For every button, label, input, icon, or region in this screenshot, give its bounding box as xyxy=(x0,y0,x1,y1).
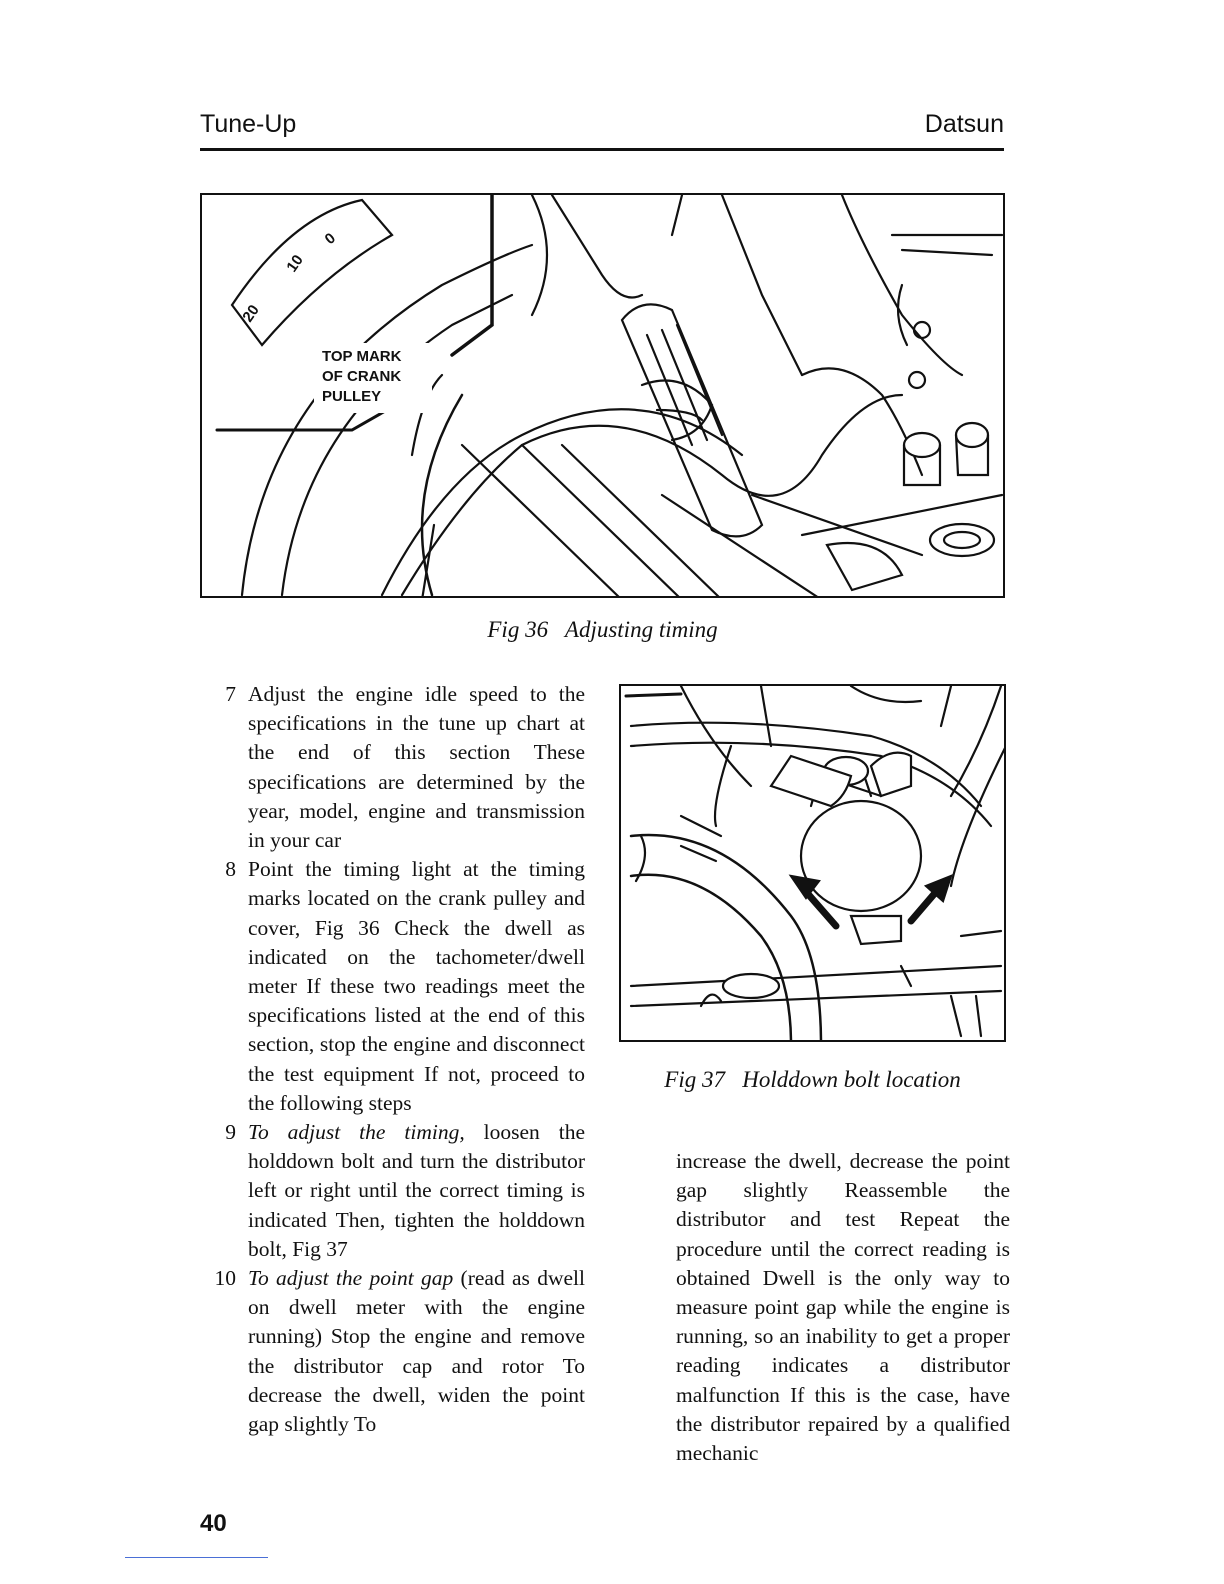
step-8 xyxy=(200,855,585,1118)
step-number: 10 xyxy=(214,1266,236,1291)
figure-36-drawing xyxy=(202,195,1005,598)
step-lead: To adjust the timing, xyxy=(248,1120,465,1145)
step-body: loosen the holddown bolt and turn the distributor left or right until the correct timing is indicated Then, tighten the holddown bolt, Fig 37 xyxy=(248,1120,585,1261)
dial-mark-0: 0 xyxy=(321,229,339,249)
header-rule xyxy=(200,148,1004,151)
figure-36-illustration xyxy=(200,193,1005,598)
step-body: Point the timing light at the timing marks located on the crank pulley and cover, Fig 36 Check the dwell as indicated on the tachometer/dwell meter If these two readings meet the specifications listed at the end of this section, stop the engine and disconnect the test equipment If not, proceed to the following steps xyxy=(248,857,585,1115)
step-10 xyxy=(200,1264,585,1439)
step-lead: To adjust the point gap xyxy=(248,1266,454,1291)
step-number: 9 xyxy=(225,1120,236,1145)
figure-37-illustration xyxy=(619,684,1006,1042)
running-head-right: Datsun xyxy=(924,110,1004,138)
step-10-continuation: increase the dwell, decrease the point gap slightly Reassemble the distributor and test Repeat the procedure until the correct reading is obtained Dwell is the only way to measure point gap while the engine is running, so an inability to get a proper reading indicates a distributor malfunction If this is the case, have the distributor repaired by a qualified mechanic xyxy=(676,1149,1010,1466)
step-text xyxy=(248,1118,585,1264)
page-number: 40 xyxy=(200,1510,227,1537)
continuation-column xyxy=(676,1147,1010,1468)
dial-mark-10: 10 xyxy=(283,251,307,276)
step-text xyxy=(248,1264,585,1439)
steps-column xyxy=(200,680,585,1439)
step-text xyxy=(248,855,585,1118)
figure-37-caption: Fig 37 Holddown bolt location xyxy=(664,1067,961,1092)
step-body: (read as dwell on dwell meter with the engine running) Stop the engine and remove the distributor cap and rotor To decrease the dwell, widen the point gap slightly To xyxy=(248,1266,585,1437)
running-head-left: Tune-Up xyxy=(200,110,297,138)
figure-36-label-line3: PULLEY xyxy=(322,388,382,405)
figure-36-caption: Fig 36 Adjusting timing xyxy=(487,617,718,642)
step-body: Adjust the engine idle speed to the specifications in the tune up chart at the end of this section These specifications are determined by the year, model, engine and transmission in your car xyxy=(248,682,585,853)
figure-37-drawing xyxy=(621,686,1006,1042)
step-text xyxy=(248,680,585,855)
bottom-link-underline xyxy=(125,1557,268,1558)
step-number: 8 xyxy=(225,857,236,882)
step-9 xyxy=(200,1118,585,1264)
figure-36-label-line1: TOP MARK xyxy=(322,348,402,365)
step-7 xyxy=(200,680,585,855)
figure-36-label-line2: OF CRANK xyxy=(322,368,402,385)
step-number: 7 xyxy=(225,682,236,706)
dial-mark-20: 20 xyxy=(239,301,263,326)
